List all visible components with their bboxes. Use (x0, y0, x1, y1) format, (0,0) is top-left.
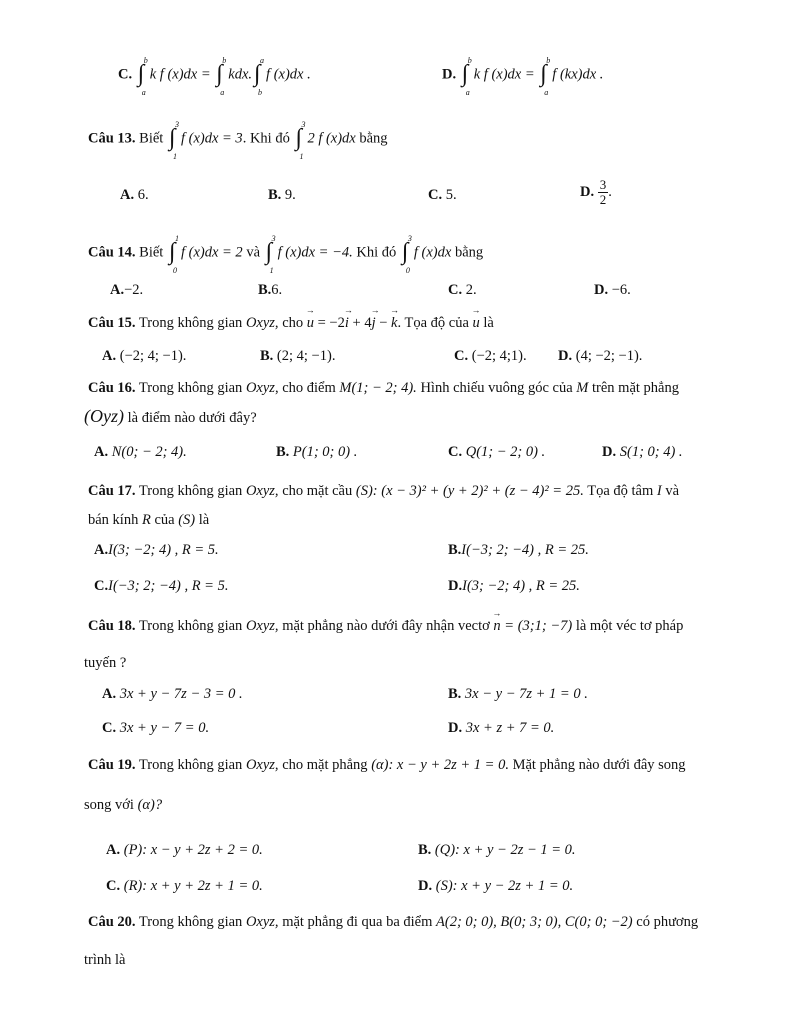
q19-option-c: C. (R): x + y + 2z + 1 = 0. (106, 878, 263, 894)
option-label: C. (118, 66, 133, 83)
question-16: Câu 16. Trong không gian Oxyz, cho điểm M(1; − 2; 4). Hình chiếu vuông góc của M trên mặt phẳng (88, 380, 679, 396)
question-label: Câu 19. (88, 757, 136, 773)
integral-sign: b ∫ a (216, 56, 227, 97)
question-18-line-2: tuyến ? (84, 655, 127, 671)
q13-option-b: B. 9. (268, 187, 296, 203)
question-13: Câu 13. Biết 3 ∫ 1 f (x)dx = 3. Khi đó 3 ∫ 1 2 f (x)dx bằng (88, 120, 388, 161)
question-19: Câu 19. Trong không gian Oxyz, cho mặt phẳng (α): x − y + 2z + 1 = 0. Mặt phẳng nào dưới đây song (88, 757, 686, 773)
integral-sign: a ∫ b (254, 56, 265, 97)
question-label: Câu 17. (88, 483, 136, 499)
q17-option-d: D.I(3; −2; 4) , R = 25. (448, 578, 580, 594)
question-20-line-2: trình là (84, 952, 126, 968)
question-19-line-2: song với (α)? (84, 797, 163, 813)
question-15: Câu 15. Trong không gian Oxyz, cho → u = −2→ i + 4→ j − → k. Tọa độ của → u là (88, 315, 494, 332)
integral-sign: 3 ∫ 0 (401, 234, 412, 275)
question-18: Câu 18. Trong không gian Oxyz, mặt phẳng nào dưới đây nhận vectơ → n = (3;1; −7) là một véc tơ pháp (88, 618, 683, 635)
q16-option-a: A. N(0; − 2; 4). (94, 444, 187, 460)
question-label: Câu 18. (88, 618, 136, 634)
prev-option-c: C. b ∫ a k f (x)dx = b ∫ a kdx. a ∫ b f (x)dx . (118, 56, 311, 97)
q14-option-b: B.6. (258, 282, 283, 298)
q14-option-a: A.−2. (110, 282, 144, 298)
question-label: Câu 16. (88, 380, 136, 396)
question-label: Câu 20. (88, 914, 136, 930)
integral-sign: b ∫ a (137, 56, 148, 97)
q15-option-c: C. (−2; 4;1). (454, 348, 527, 364)
q18-option-b: B. 3x − y − 7z + 1 = 0 . (448, 686, 588, 702)
q19-option-b: B. (Q): x + y − 2z − 1 = 0. (418, 842, 576, 858)
integral-sign: 3 ∫ 1 (168, 120, 179, 161)
q13-option-d: D. $\frac{3}{2}$ . (580, 177, 612, 207)
question-label: Câu 15. (88, 315, 136, 331)
option-label: D. (442, 66, 457, 83)
q19-option-d: D. (S): x + y − 2z + 1 = 0. (418, 878, 574, 894)
q15-option-d: D. (4; −2; −1). (558, 348, 643, 364)
integral-sign: b ∫ a (540, 56, 551, 97)
q16-option-d: D. S(1; 0; 4) . (602, 444, 683, 460)
q14-option-c: C. 2. (448, 282, 477, 298)
q18-option-c: C. 3x + y − 7 = 0. (102, 720, 210, 736)
q18-option-a: A. 3x + y − 7z − 3 = 0 . (102, 686, 243, 702)
q14-option-d: D. −6. (594, 282, 631, 298)
fraction: $\frac{3}{2}$ (599, 177, 607, 207)
integral-sign: 1 ∫ 0 (168, 234, 179, 275)
question-20: Câu 20. Trong không gian Oxyz, mặt phẳng đi qua ba điểm A(2; 0; 0), B(0; 3; 0), C(0; 0; −2) có phương (88, 914, 699, 930)
prev-option-d: D. b ∫ a k f (x)dx = b ∫ a f (kx)dx . (442, 56, 604, 97)
q17-option-b: B.I(−3; 2; −4) , R = 25. (448, 542, 589, 558)
question-label: Câu 13. (88, 130, 136, 147)
vector-k: → k (391, 315, 397, 332)
q13-option-a: A. 6. (120, 187, 149, 203)
q17-option-a: A.I(3; −2; 4) , R = 5. (94, 542, 219, 558)
q16-option-c: C. Q(1; − 2; 0) . (448, 444, 546, 460)
question-14: Câu 14. Biết 1 ∫ 0 f (x)dx = 2 và 3 ∫ 1 f (x)dx = −4. Khi đó 3 ∫ 0 f (x)dx bằng (88, 234, 484, 275)
integral-sign: 3 ∫ 1 (265, 234, 276, 275)
q17-option-c: C.I(−3; 2; −4) , R = 5. (94, 578, 229, 594)
vector-i: → i (345, 315, 349, 332)
q19-option-a: A. (P): x − y + 2z + 2 = 0. (106, 842, 263, 858)
q15-option-b: B. (2; 4; −1). (260, 348, 336, 364)
q13-option-c: C. 5. (428, 187, 457, 203)
q16-option-b: B. P(1; 0; 0) . (276, 444, 358, 460)
vector-u: → u (473, 315, 480, 332)
q15-option-a: A. (−2; 4; −1). (102, 348, 187, 364)
vector-u: → u (307, 315, 314, 332)
question-16-line-2: (Oyz) là điểm nào dưới đây? (84, 406, 257, 426)
question-17: Câu 17. Trong không gian Oxyz, cho mặt cầu (S): (x − 3)² + (y + 2)² + (z − 4)² = 25. Tọa độ tâm I và (88, 483, 680, 499)
integral-sign: b ∫ a (461, 56, 472, 97)
question-label: Câu 14. (88, 244, 136, 261)
integral-sign: 3 ∫ 1 (295, 120, 306, 161)
vector-j: → j (372, 315, 376, 332)
question-17-line-2: bán kính R của (S) là (88, 512, 210, 528)
vector-n: → n (493, 618, 500, 635)
q18-option-d: D. 3x + z + 7 = 0. (448, 720, 555, 736)
